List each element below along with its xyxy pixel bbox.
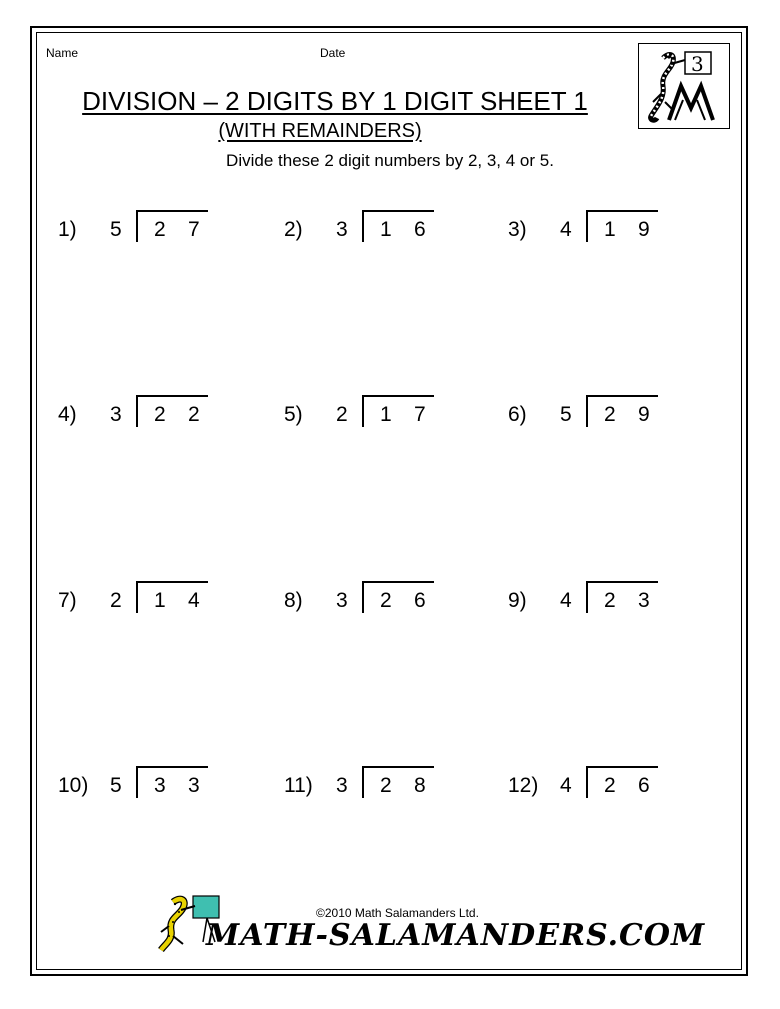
division-problem	[58, 403, 208, 433]
dividend-tens: 2	[604, 774, 616, 797]
division-problem	[508, 218, 658, 248]
dividend-ones: 4	[188, 589, 200, 612]
divisor: 5	[110, 774, 122, 797]
worksheet-title	[0, 86, 670, 117]
divisor: 4	[560, 589, 572, 612]
dividend-ones: 7	[188, 218, 200, 241]
dividend-tens: 1	[380, 403, 392, 426]
division-problem	[508, 774, 658, 804]
dividend-ones: 9	[638, 218, 650, 241]
problem-number: 1)	[58, 218, 77, 241]
dividend-tens: 2	[604, 403, 616, 426]
problem-number: 2)	[284, 218, 303, 241]
dividend-tens: 2	[604, 589, 616, 612]
division-problem	[508, 403, 658, 433]
grade-logo	[638, 43, 730, 129]
name-label: Name	[46, 46, 79, 60]
divisor: 3	[110, 403, 122, 426]
problem-number: 9)	[508, 589, 527, 612]
divisor: 2	[336, 403, 348, 426]
worksheet-subtitle	[0, 120, 640, 143]
dividend-tens: 2	[380, 589, 392, 612]
dividend-ones: 6	[414, 218, 426, 241]
dividend-ones: 6	[638, 774, 650, 797]
division-problem	[58, 774, 208, 804]
dividend-ones: 3	[188, 774, 200, 797]
problem-number: 11)	[284, 774, 313, 797]
logo-badge-text: 3	[691, 52, 704, 76]
divisor: 3	[336, 774, 348, 797]
dividend-ones: 3	[638, 589, 650, 612]
division-problem	[284, 218, 434, 248]
problem-number: 7)	[58, 589, 77, 612]
problem-number: 6)	[508, 403, 527, 426]
page-border-inner	[36, 32, 742, 970]
dividend-tens: 3	[154, 774, 166, 797]
dividend-ones: 6	[414, 589, 426, 612]
worksheet-subtitle-text: (WITH REMAINDERS)	[218, 120, 422, 142]
dividend-tens: 2	[380, 774, 392, 797]
problem-number: 8)	[284, 589, 303, 612]
divisor: 2	[110, 589, 122, 612]
divisor: 4	[560, 774, 572, 797]
problem-number: 4)	[58, 403, 77, 426]
date-label: Date	[320, 46, 346, 60]
instructions-text: Divide these 2 digit numbers by 2, 3, 4 or 5.	[226, 151, 554, 170]
problem-number: 5)	[284, 403, 303, 426]
dividend-ones: 7	[414, 403, 426, 426]
brand-wordmark: MATH-SALAMANDERS.COM	[206, 918, 706, 953]
dividend-tens: 1	[604, 218, 616, 241]
dividend-ones: 2	[188, 403, 200, 426]
dividend-tens: 1	[154, 589, 166, 612]
problem-number: 3)	[508, 218, 527, 241]
division-problem	[284, 774, 434, 804]
instructions	[0, 151, 780, 171]
division-problem	[58, 589, 208, 619]
problem-number: 12)	[508, 774, 539, 797]
divisor: 5	[110, 218, 122, 241]
divisor: 3	[336, 589, 348, 612]
dividend-tens: 2	[154, 218, 166, 241]
copyright-text: ©2010 Math Salamanders Ltd.	[316, 906, 479, 920]
division-problem	[58, 218, 208, 248]
division-problem	[284, 589, 434, 619]
salamander-logo-icon	[639, 44, 728, 127]
division-problem	[284, 403, 434, 433]
dividend-tens: 2	[154, 403, 166, 426]
problem-number: 10)	[58, 774, 89, 797]
divisor: 4	[560, 218, 572, 241]
dividend-tens: 1	[380, 218, 392, 241]
divisor: 3	[336, 218, 348, 241]
worksheet-title-text: DIVISION – 2 DIGITS BY 1 DIGIT SHEET 1	[82, 86, 588, 116]
dividend-ones: 9	[638, 403, 650, 426]
dividend-ones: 8	[414, 774, 426, 797]
divisor: 5	[560, 403, 572, 426]
division-problem	[508, 589, 658, 619]
